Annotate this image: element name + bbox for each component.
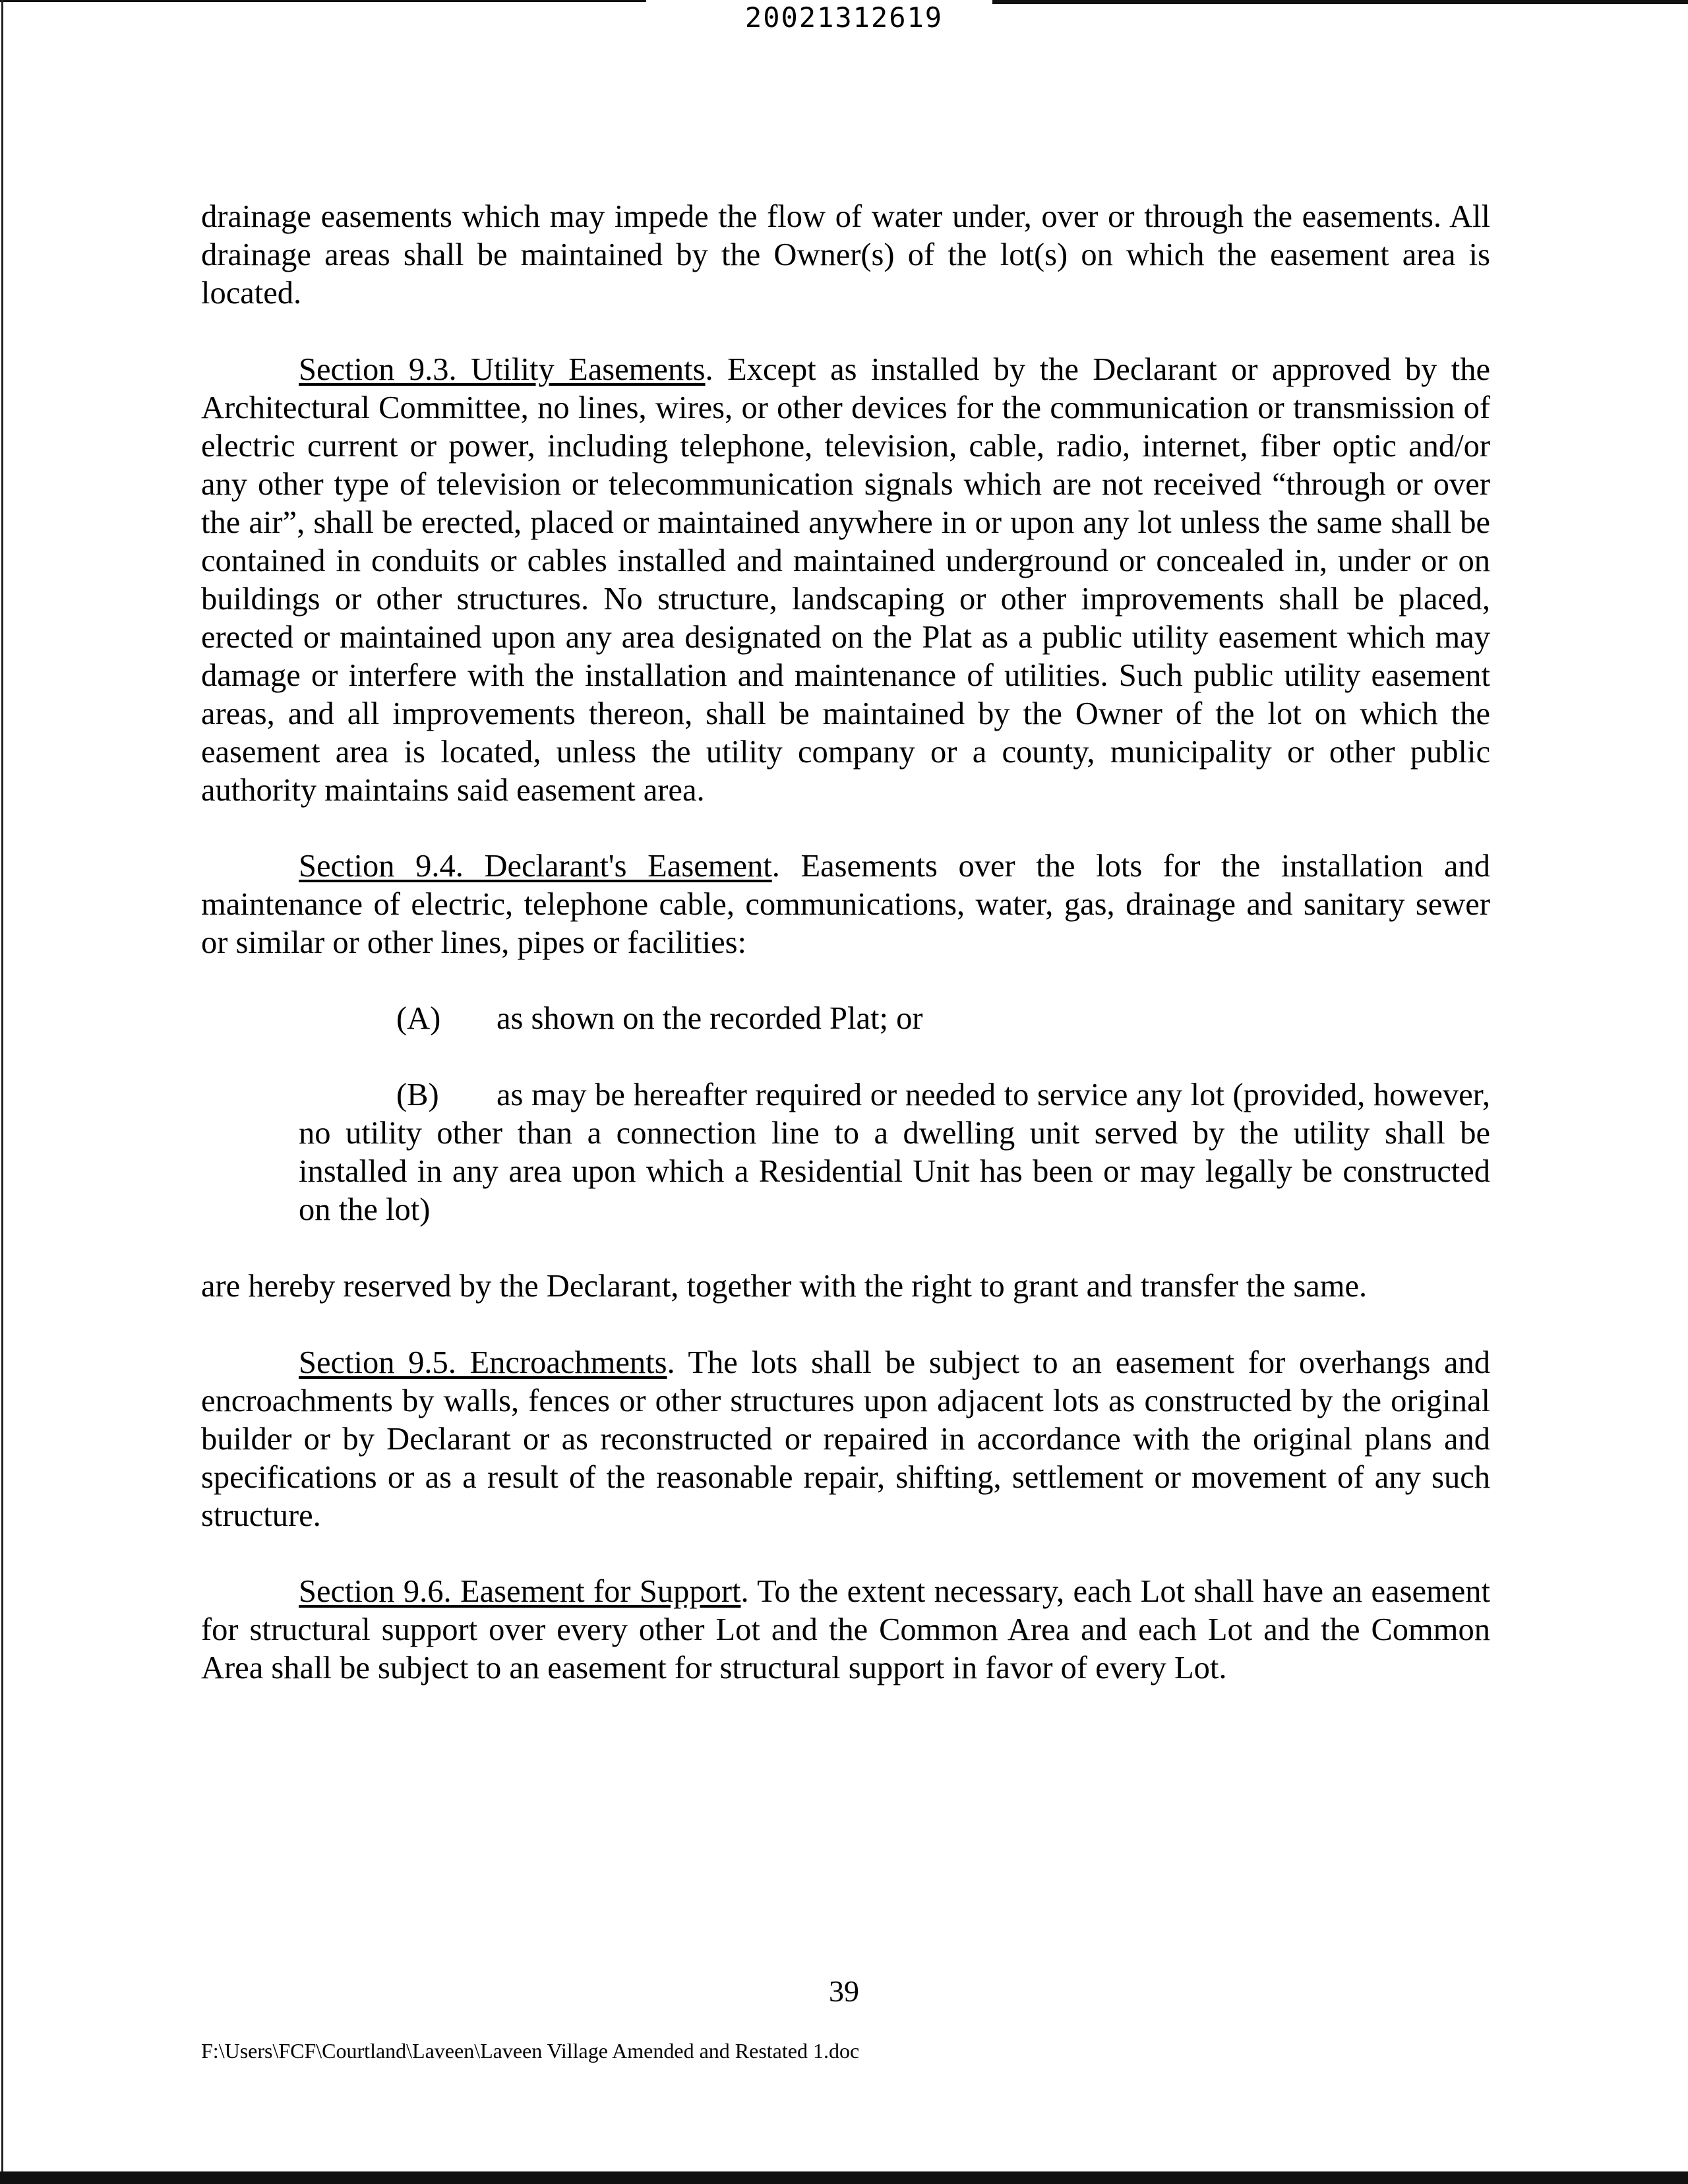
reserved-paragraph <box>201 1267 1490 1306</box>
item-b-paragraph <box>299 1076 1490 1229</box>
file-path: F:\Users\FCF\Courtland\Laveen\Laveen Village Amended and Restated 1.doc <box>201 2039 860 2063</box>
item-a-line <box>201 1000 1490 1038</box>
section-9-5-body: . The lots shall be subject to an easement for overhangs and encroachments by walls, fences or other structures upon adjacent lots as constructed by the original builder or by Declarant or as reconstructed or repaired in accordance with the original plans and specifications or as a result of the reasonable repair, shifting, settlement or movement of any such structure. <box>201 1345 1490 1533</box>
section-9-4-heading: Section 9.4. Declarant's Easement <box>299 849 772 884</box>
section-9-4 <box>201 847 1490 962</box>
paragraph-text: drainage easements which may impede the flow of water under, over or through the easements. All drainage areas shall be maintained by the Owner(s) of the lot(s) on which the easement area is located. <box>201 199 1490 311</box>
recording-number: 20021312619 <box>744 1 944 34</box>
section-9-5-paragraph <box>201 1344 1490 1535</box>
section-9-3-heading: Section 9.3. Utility Easements <box>299 352 706 387</box>
section-9-5-heading: Section 9.5. Encroachments <box>299 1345 667 1380</box>
scan-border-bottom <box>0 2171 1688 2184</box>
section-9-6-paragraph <box>201 1573 1490 1687</box>
section-9-4-body: . Easements over the lots for the installation and maintenance of electric, telephone cable, communications, water, gas, drainage and sanitary sewer or similar or other lines, pipes or facilities: <box>201 849 1491 960</box>
item-b <box>299 1076 1490 1229</box>
reserved-text: are hereby reserved by the Declarant, together with the right to grant and transfer the same. <box>201 1269 1368 1304</box>
scan-border-top-right <box>992 0 1688 4</box>
item-b-text: as may be hereafter required or needed to service any lot (provided, however, no utility other than a connection line to a dwelling unit served by the utility shall be installed in any area upon which a Residential Unit has been or may legally be constructed on the lot) <box>299 1077 1490 1227</box>
section-9-3-body: . Except as installed by the Declarant or approved by the Architectural Committee, no lines, wires, or other devices for the communication or transmission of electric current or power, including telephone, television, cable, radio, internet, fiber optic and/or any other type of television or telecommunication signals which are not received “through or over the air”, shall be erected, placed or maintained anywhere in or upon any lot unless the same shall be contained in conduits or cables installed and maintained underground or concealed in, under or on buildings or other structures. No structure, landscaping or other improvements shall be placed, erected or maintained upon any area designated on the Plat as a public utility easement which may damage or interfere with the installation and maintenance of utilities. Such public utility easement areas, and all improvements thereon, shall be maintained by the Owner of the lot on which the easement area is located, unless the utility company or a county, municipality or other public authority maintains said easement area. <box>201 352 1491 808</box>
scan-border-left <box>1 0 3 2184</box>
section-9-6-body: . To the extent necessary, each Lot shall have an easement for structural support over every other Lot and the Common Area and each Lot and the Common Area shall be subject to an easement for structural support in favor of every Lot. <box>201 1574 1490 1685</box>
page-number: 39 <box>829 1974 859 2008</box>
section-9-6-heading: Section 9.6. Easement for Support <box>299 1574 741 1609</box>
scan-border-top-left <box>0 0 646 2</box>
section-9-4-paragraph <box>201 847 1490 962</box>
section-9-3-paragraph <box>201 351 1490 810</box>
section-9-6 <box>201 1573 1490 1687</box>
item-a-text: as shown on the recorded Plat; or <box>497 1001 923 1036</box>
paragraph-drainage-continued <box>201 198 1490 313</box>
section-9-3 <box>201 351 1490 810</box>
section-9-5 <box>201 1344 1490 1535</box>
item-a <box>201 1000 1490 1038</box>
item-a-label: (A) <box>396 1001 441 1036</box>
item-b-label: (B) <box>396 1077 439 1112</box>
